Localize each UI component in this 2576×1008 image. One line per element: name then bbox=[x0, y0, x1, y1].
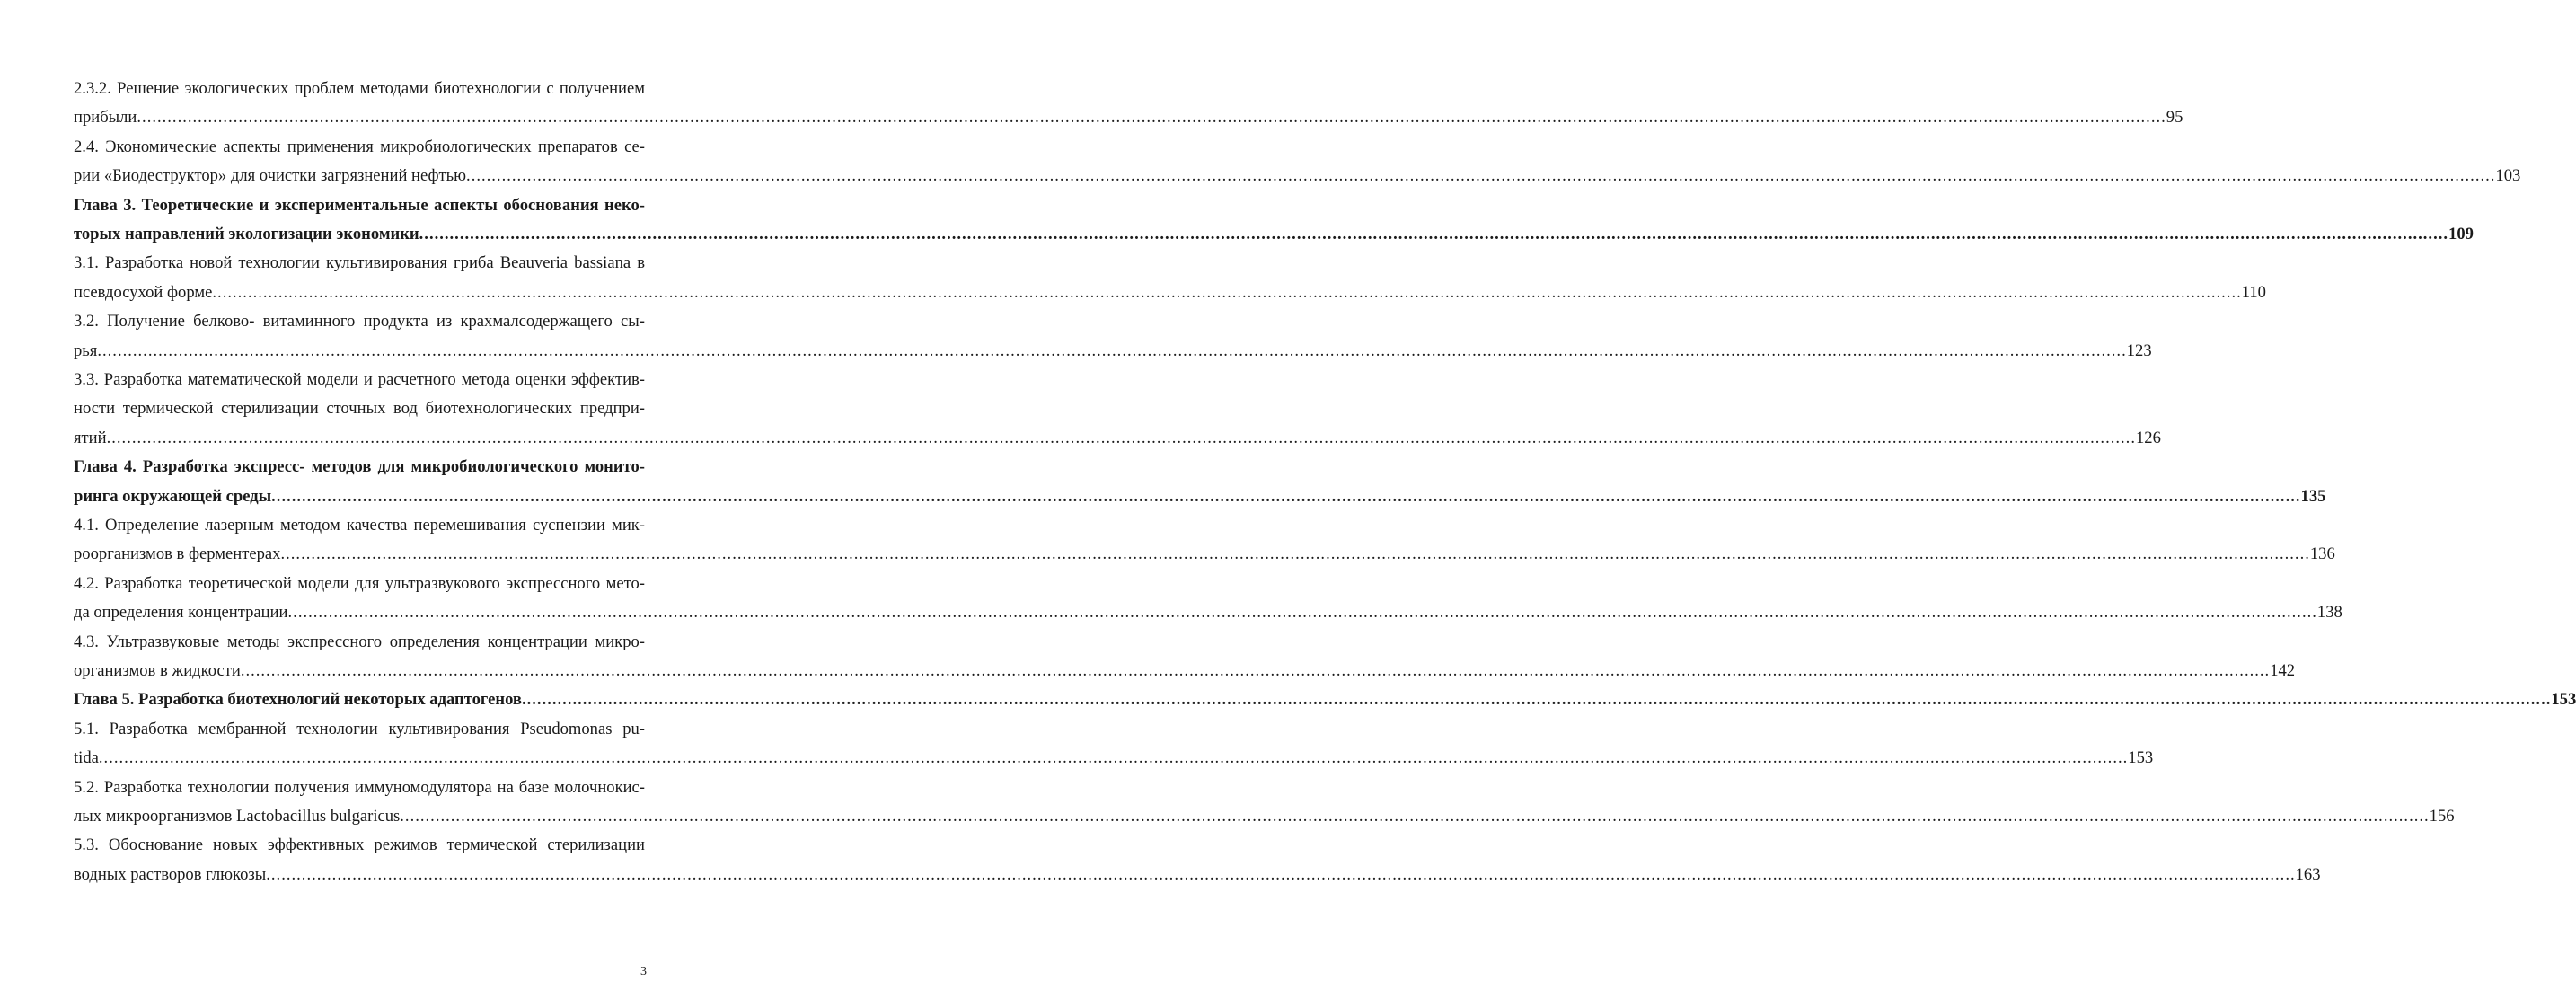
toc-entry-line: 4.3. Ультразвуковые методы экспрессного определения концентрации микро- bbox=[74, 632, 645, 651]
dot-leader: ................................................................................................................................................................................................................................................................................................................................................................................................................ bbox=[521, 690, 2552, 710]
toc-entry-line: 3.2. Получение белково- витаминного продукта из крахмалсодержащего сы- bbox=[74, 312, 645, 332]
toc-entry-last-line bbox=[74, 807, 2455, 827]
dot-leader: ................................................................................................................................................................................................................................................................................................................................................................................................................ bbox=[466, 166, 2496, 186]
toc-entry-line: 4.2. Разработка теоретической модели для ультразвукового экспрессного мето- bbox=[74, 573, 645, 593]
toc-page-number: 153 bbox=[2551, 690, 2576, 710]
toc-entry-line: 3.1. Разработка новой технологии культивирования гриба Beauveria bassiana в bbox=[74, 253, 645, 273]
toc-page-number: 163 bbox=[2295, 864, 2321, 884]
dot-leader: ................................................................................................................................................................................................................................................................................................................................................................................................................ bbox=[287, 603, 2317, 623]
toc-page-number: 123 bbox=[2126, 340, 2152, 360]
toc-entry-title: псевдосухой форме bbox=[74, 282, 213, 302]
toc-entry-line: 3.3. Разработка математической модели и расчетного метода оценки эффектив- bbox=[74, 370, 645, 389]
toc-entry-title: организмов в жидкости bbox=[74, 661, 241, 680]
toc-page-number: 156 bbox=[2429, 807, 2455, 826]
toc-entry-last-line bbox=[74, 282, 2266, 303]
dot-leader: ................................................................................................................................................................................................................................................................................................................................................................................................................ bbox=[419, 225, 2449, 243]
dot-leader: ................................................................................................................................................................................................................................................................................................................................................................................................................ bbox=[98, 748, 2129, 768]
dot-leader: ................................................................................................................................................................................................................................................................................................................................................................................................................ bbox=[266, 864, 2296, 884]
toc-entry-last-line bbox=[74, 225, 2474, 244]
toc-page-number: 135 bbox=[2300, 486, 2326, 506]
dot-leader: ................................................................................................................................................................................................................................................................................................................................................................................................................ bbox=[106, 428, 2136, 447]
toc-entry-last-line bbox=[74, 166, 2521, 186]
toc-entry-last-line bbox=[74, 108, 2183, 128]
dot-leader: ................................................................................................................................................................................................................................................................................................................................................................................................................ bbox=[97, 340, 2127, 360]
toc-entry-last-line bbox=[74, 544, 2335, 564]
toc-page-number: 126 bbox=[2135, 428, 2161, 447]
toc-entry-line: Глава 3. Теоретические и экспериментальные аспекты обоснования неко- bbox=[74, 195, 645, 215]
toc-entry-line: 2.4. Экономические аспекты применения микробиологических препаратов се- bbox=[74, 137, 645, 156]
toc-entry-last-line bbox=[74, 428, 2161, 448]
toc-entry-title: торых направлений экологизации экономики bbox=[74, 225, 419, 243]
toc-entry-title: рии «Биодеструктор» для очистки загрязнений нефтью bbox=[74, 166, 467, 186]
toc-entry-line: 5.3. Обоснование новых эффективных режимов термической стерилизации bbox=[74, 836, 645, 855]
page-number: 3 bbox=[640, 965, 647, 978]
toc-entry-title: ринга окружающей среды bbox=[74, 486, 272, 506]
toc-entry-line: 4.1. Определение лазерным методом качества перемешивания суспензии мик- bbox=[74, 516, 645, 535]
dot-leader: ................................................................................................................................................................................................................................................................................................................................................................................................................ bbox=[271, 486, 2301, 506]
toc-entry-title: водных растворов глюкозы bbox=[74, 864, 267, 884]
toc-entry-title: рья bbox=[74, 340, 98, 360]
dot-leader: ................................................................................................................................................................................................................................................................................................................................................................................................................ bbox=[212, 282, 2242, 302]
toc-entry-line: Глава 4. Разработка экспресс- методов для микробиологического монито- bbox=[74, 457, 645, 477]
toc-page-number: 142 bbox=[2270, 661, 2296, 680]
toc-entry-last-line bbox=[74, 661, 2296, 681]
toc-entry-line: 5.1. Разработка мембранной технологии культивирования Pseudomonas pu- bbox=[74, 719, 645, 738]
toc-entry-title: Глава 5. Разработка биотехнологий некоторых адаптогенов bbox=[74, 690, 522, 710]
dot-leader: ................................................................................................................................................................................................................................................................................................................................................................................................................ bbox=[240, 661, 2271, 680]
toc-page-number: 95 bbox=[2166, 108, 2183, 128]
toc-page-number: 136 bbox=[2309, 544, 2335, 564]
toc-page-number: 110 bbox=[2241, 282, 2266, 302]
toc-entry-title: прибыли bbox=[74, 108, 137, 128]
toc-page-number: 103 bbox=[2495, 166, 2521, 186]
toc-entry-line: 5.2. Разработка технологии получения иммуномодулятора на базе молочнокис- bbox=[74, 777, 645, 797]
toc-entry-line: 2.3.2. Решение экологических проблем методами биотехнологии с получением bbox=[74, 79, 645, 98]
dot-leader: ................................................................................................................................................................................................................................................................................................................................................................................................................ bbox=[400, 807, 2430, 826]
toc-entry-title: да определения концентрации bbox=[74, 603, 288, 623]
toc-entry-last-line bbox=[74, 748, 2154, 768]
toc-entry-title: ятий bbox=[74, 428, 107, 447]
toc-entry-last-line bbox=[74, 864, 2321, 885]
toc-page-number: 109 bbox=[2448, 225, 2474, 243]
toc-entry-last-line bbox=[74, 340, 2152, 361]
toc-entry-last-line bbox=[74, 603, 2342, 623]
toc-entry-title: роорганизмов в ферментерах bbox=[74, 544, 281, 564]
dot-leader: ................................................................................................................................................................................................................................................................................................................................................................................................................ bbox=[280, 544, 2310, 564]
toc-entry-title: tida bbox=[74, 748, 99, 768]
toc-page-number: 138 bbox=[2316, 603, 2342, 623]
toc-page-number: 153 bbox=[2128, 748, 2154, 768]
toc-entry-title: лых микроорганизмов Lactobacillus bulgaricus bbox=[74, 807, 401, 826]
toc-entry-last-line bbox=[74, 486, 2326, 507]
toc-entry-last-line bbox=[74, 690, 2576, 710]
toc-entry-line: ности термической стерилизации сточных вод биотехнологических предпри- bbox=[74, 399, 645, 419]
dot-leader: ................................................................................................................................................................................................................................................................................................................................................................................................................ bbox=[137, 108, 2166, 128]
